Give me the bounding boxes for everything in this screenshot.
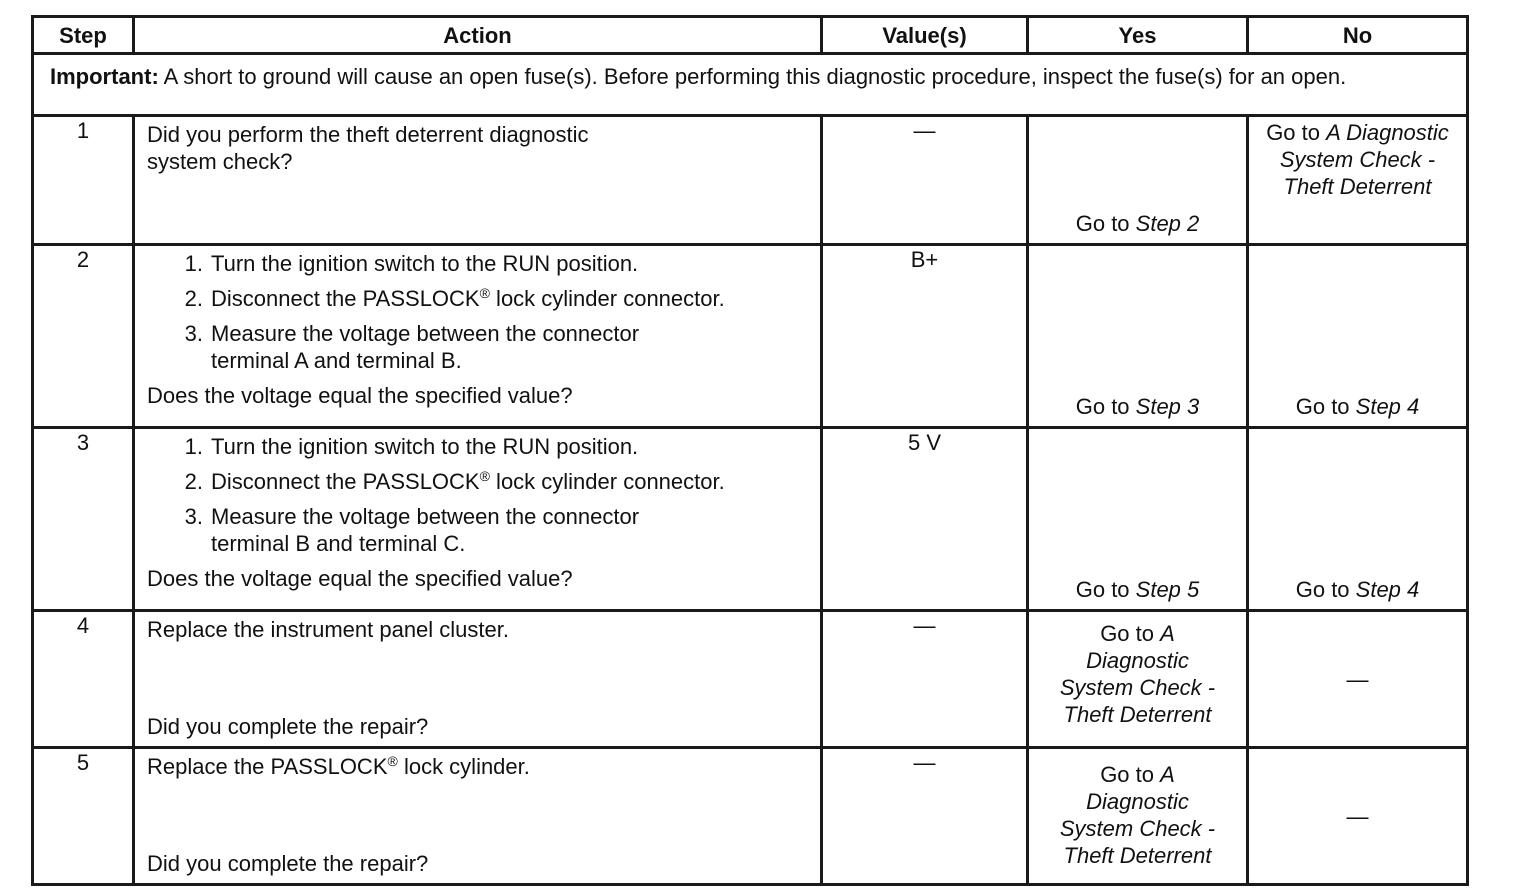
- goto-link[interactable]: Step 2: [1135, 211, 1200, 236]
- table-row: [33, 748, 1468, 885]
- header-step: Step: [33, 17, 134, 54]
- no-cell: [1248, 428, 1468, 611]
- header-values: Value(s): [822, 17, 1028, 54]
- yes-cell: [1028, 428, 1248, 611]
- procedure-step-number: 1.: [184, 434, 203, 459]
- header-action: Action: [134, 17, 822, 54]
- procedure-step: [147, 468, 808, 495]
- procedure-step-text: [211, 468, 808, 495]
- important-row: [33, 54, 1468, 116]
- goto-link[interactable]: Step 4: [1355, 577, 1420, 602]
- value-cell: B+: [822, 245, 1028, 428]
- registered-mark: ®: [387, 753, 398, 769]
- yes-cell: [1028, 748, 1248, 885]
- procedure-step: [147, 285, 808, 312]
- procedure-step-number: 3.: [184, 321, 203, 346]
- text-part: lock cylinder.: [397, 754, 530, 779]
- important-text: A short to ground will cause an open fuse(s). Before performing this diagnostic procedure, inspect the fuse(s) for an open.: [158, 64, 1347, 89]
- goto-link[interactable]: Step 4: [1355, 394, 1420, 419]
- question-text: Did you complete the repair?: [147, 714, 429, 739]
- header-no: No: [1248, 17, 1468, 54]
- action-cell: [134, 245, 822, 428]
- procedure-step-number: 2.: [184, 469, 203, 494]
- goto-prefix: Go to: [1100, 762, 1161, 787]
- diagnostic-table: [31, 15, 1469, 886]
- yes-goto[interactable]: [1029, 612, 1246, 728]
- header-yes: Yes: [1028, 17, 1248, 54]
- procedure-list: [147, 433, 808, 557]
- question-text: Does the voltage equal the specified value?: [147, 566, 573, 591]
- action-text: Did you perform the theft deterrent diagnostic system check?: [147, 122, 589, 174]
- no-value: —: [1346, 666, 1369, 692]
- header-row: [33, 17, 1468, 54]
- question-text: Does the voltage equal the specified value?: [147, 383, 573, 408]
- goto-prefix: Go to: [1295, 394, 1356, 419]
- procedure-step-text: Measure the voltage between the connector terminal B and terminal C.: [211, 504, 640, 556]
- important-note: [33, 54, 1468, 116]
- value-cell: —: [822, 116, 1028, 245]
- value-cell: —: [822, 748, 1028, 885]
- value-cell: 5 V: [822, 428, 1028, 611]
- no-cell: [1248, 611, 1468, 748]
- table-row: [33, 116, 1468, 245]
- registered-mark: ®: [479, 285, 490, 301]
- step-number: 2: [33, 245, 134, 428]
- step-number: 5: [33, 748, 134, 885]
- no-goto[interactable]: [1249, 393, 1466, 420]
- goto-link[interactable]: A Diagnostic System Check - Theft Deterrent: [1059, 762, 1216, 868]
- goto-link[interactable]: Step 5: [1135, 577, 1200, 602]
- registered-mark: ®: [479, 468, 490, 484]
- table-row: [33, 611, 1468, 748]
- text-part: lock cylinder connector.: [489, 286, 725, 311]
- no-cell: [1248, 748, 1468, 885]
- goto-prefix: Go to: [1295, 577, 1356, 602]
- procedure-list: [147, 250, 808, 374]
- yes-goto[interactable]: [1029, 749, 1246, 869]
- procedure-step-number: 1.: [184, 251, 203, 276]
- yes-cell: [1028, 611, 1248, 748]
- procedure-step: [147, 320, 808, 374]
- procedure-step-text: Turn the ignition switch to the RUN position.: [211, 251, 639, 276]
- yes-goto[interactable]: [1029, 210, 1246, 237]
- goto-prefix: Go to: [1266, 120, 1327, 145]
- table-row: [33, 428, 1468, 611]
- question-text: Did you complete the repair?: [147, 851, 429, 876]
- procedure-step-number: 3.: [184, 504, 203, 529]
- yes-goto[interactable]: [1029, 576, 1246, 603]
- action-text: [147, 753, 808, 780]
- step-number: 4: [33, 611, 134, 748]
- step-number: 3: [33, 428, 134, 611]
- yes-cell: [1028, 116, 1248, 245]
- procedure-step: [147, 433, 808, 460]
- goto-prefix: Go to: [1075, 394, 1136, 419]
- text-part: Replace the PASSLOCK: [147, 754, 388, 779]
- yes-goto[interactable]: [1029, 393, 1246, 420]
- text-part: Disconnect the PASSLOCK: [211, 469, 480, 494]
- table-row: [33, 245, 1468, 428]
- goto-prefix: Go to: [1100, 621, 1161, 646]
- step-number: 1: [33, 116, 134, 245]
- goto-prefix: Go to: [1075, 211, 1136, 236]
- action-cell: [134, 611, 822, 748]
- goto-link[interactable]: Step 3: [1135, 394, 1200, 419]
- procedure-step-text: [211, 285, 808, 312]
- no-goto[interactable]: [1249, 117, 1466, 200]
- action-cell: [134, 116, 822, 245]
- no-cell: [1248, 245, 1468, 428]
- procedure-step-text: Turn the ignition switch to the RUN position.: [211, 434, 639, 459]
- procedure-step-number: 2.: [184, 286, 203, 311]
- goto-prefix: Go to: [1075, 577, 1136, 602]
- action-cell: [134, 748, 822, 885]
- no-cell: [1248, 116, 1468, 245]
- text-part: Disconnect the PASSLOCK: [211, 286, 480, 311]
- goto-link[interactable]: A Diagnostic System Check - Theft Deterrent: [1279, 120, 1449, 199]
- no-value: —: [1346, 803, 1369, 829]
- procedure-step: [147, 250, 808, 277]
- yes-cell: [1028, 245, 1248, 428]
- no-goto[interactable]: [1249, 576, 1466, 603]
- action-text: Replace the instrument panel cluster.: [147, 617, 509, 642]
- procedure-step-text: Measure the voltage between the connector terminal A and terminal B.: [211, 321, 640, 373]
- value-cell: —: [822, 611, 1028, 748]
- text-part: lock cylinder connector.: [489, 469, 725, 494]
- goto-link[interactable]: A Diagnostic System Check - Theft Deterrent: [1059, 621, 1216, 727]
- action-cell: [134, 428, 822, 611]
- important-label: Important:: [50, 64, 159, 89]
- procedure-step: [147, 503, 808, 557]
